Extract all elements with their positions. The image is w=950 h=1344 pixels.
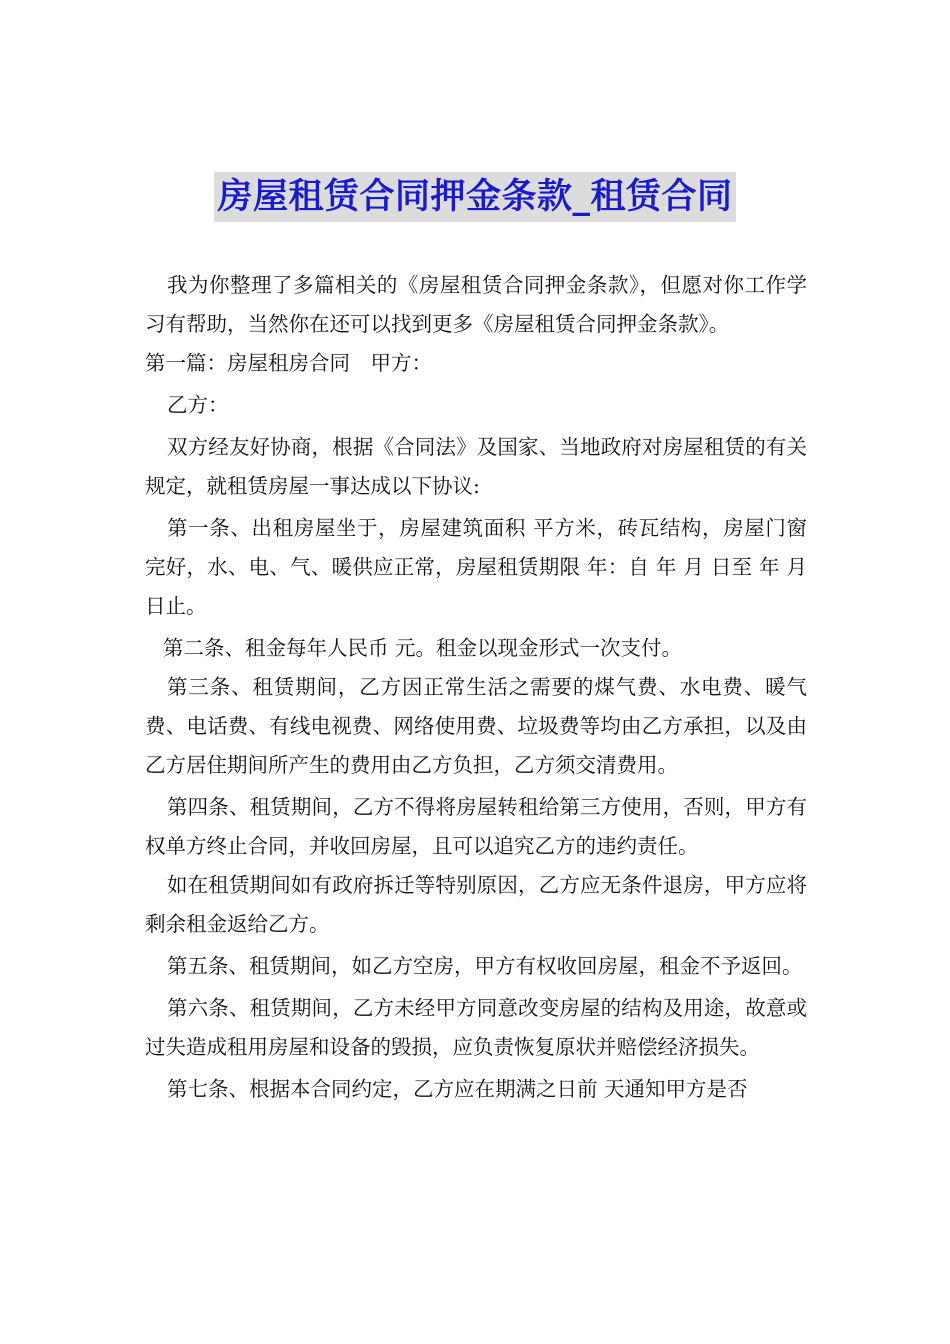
article-7-paragraph: 第七条、根据本合同约定，乙方应在期满之日前 天通知甲方是否 (167, 1077, 748, 1101)
article-1-paragraph: 第一条、出租房屋坐于，房屋建筑面积 平方米，砖瓦结构，房屋门窗完好，水、电、气、暖供应正常，房屋租赁期限 年：自 年 月 日至 年 月 日止。 (145, 516, 807, 618)
section-heading: 第一篇：房屋租房合同 甲方： (145, 351, 432, 375)
article-2-paragraph: 第二条、租金每年人民币 元。租金以现金形式一次支付。 (163, 636, 683, 660)
party-b-line: 乙方： (167, 393, 229, 417)
document-body (145, 266, 807, 1109)
article-4-paragraph: 第四条、租赁期间，乙方不得将房屋转租给第三方使用，否则，甲方有权单方终止合同，并收回房屋，且可以追究乙方的违约责任。 (145, 795, 807, 858)
article-5-paragraph: 第五条、租赁期间，如乙方空房，甲方有权收回房屋，租金不予返回。 (167, 954, 803, 978)
relocation-paragraph: 如在租赁期间如有政府拆迁等特别原因，乙方应无条件退房，甲方应将剩余租金返给乙方。 (145, 873, 807, 936)
intro-paragraph: 我为你整理了多篇相关的《房屋租赁合同押金条款》，但愿对你工作学习有帮助，当然你在还可以找到更多《房屋租赁合同押金条款》。 (145, 273, 807, 336)
article-3-paragraph: 第三条、租赁期间，乙方因正常生活之需要的煤气费、水电费、暖气费、电话费、有线电视费、网络使用费、垃圾费等均由乙方承担，以及由乙方居住期间所产生的费用由乙方负担，乙方须交清费用。 (145, 675, 807, 777)
title-container (0, 172, 950, 222)
document-title: 房屋租赁合同押金条款_租赁合同 (214, 172, 735, 222)
article-6-paragraph: 第六条、租赁期间，乙方未经甲方同意改变房屋的结构及用途，故意或过失造成租用房屋和设备的毁损，应负责恢复原状并赔偿经济损失。 (145, 996, 807, 1059)
agreement-paragraph: 双方经友好协商，根据《合同法》及国家、当地政府对房屋租赁的有关规定，就租赁房屋一事达成以下协议: (145, 435, 807, 498)
